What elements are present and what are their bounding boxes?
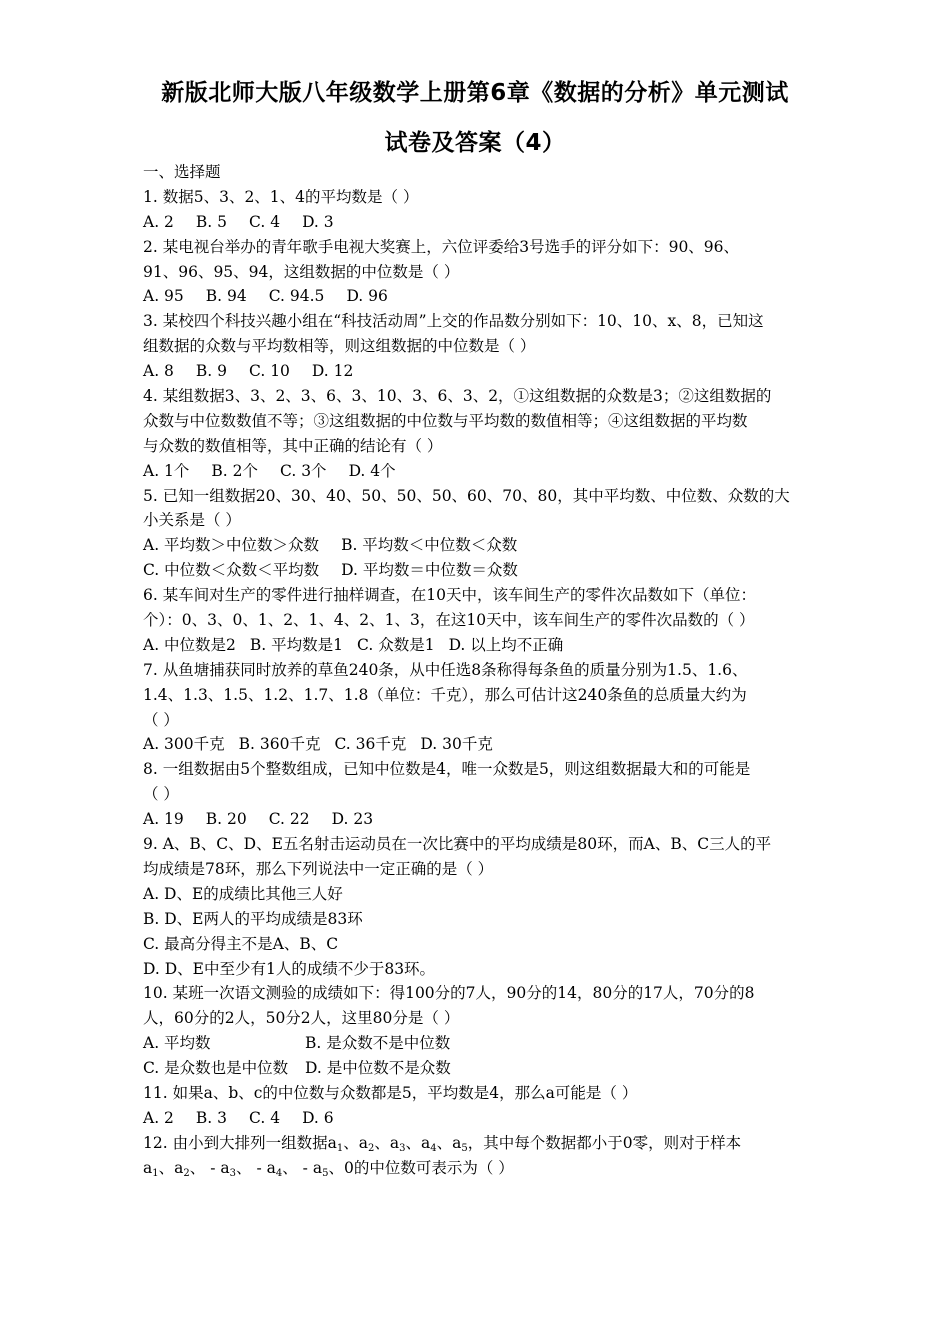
question-text: 12. 由小到大排列一组数据$a_1$、$a_2$、$a_3$、$a_4$、$a_5$，其中每个数据都小于0零，则对于样本 xyxy=(143,1133,742,1154)
options-row xyxy=(143,533,811,558)
options-row xyxy=(143,284,811,309)
option-c: C. 中位数＜众数＜平均数 xyxy=(143,561,320,580)
option-b: B. 3 xyxy=(195,1108,228,1127)
option-d: D. 3 xyxy=(302,212,334,231)
question-7 xyxy=(143,658,811,758)
question-text: （ ） xyxy=(143,785,179,804)
option-a: A. 2 xyxy=(143,1108,174,1127)
question-text: 5. 已知一组数据20、30、40、50、50、50、60、70、80，其中平均数、中位数、众数的大 xyxy=(143,486,790,505)
option-a: A. 平均数 xyxy=(143,1034,211,1053)
question-text: 小关系是（ ） xyxy=(143,511,241,530)
document-title-line-2: 试卷及答案（4） xyxy=(384,130,566,156)
question-text: 9. A、B、C、D、E五名射击运动员在一次比赛中的平均成绩是80环，而A、B、C三人的平 xyxy=(143,835,772,854)
option-a: A. 中位数是2 xyxy=(143,635,236,654)
question-text: 11. 如果a、b、c的中位数与众数都是5，平均数是4，那么a可能是（ ） xyxy=(143,1083,638,1102)
question-text: 1. 数据5、3、2、1、4的平均数是（ ） xyxy=(143,187,419,206)
question-11 xyxy=(143,1081,811,1131)
question-text: 均成绩是78环，那么下列说法中一定正确的是（ ） xyxy=(143,859,494,878)
option-b: B. 是众数不是中位数 xyxy=(305,1034,451,1053)
option-a: A. 300千克 xyxy=(143,735,225,754)
option-d: D. 4个 xyxy=(348,461,396,480)
option-c: C. 4 xyxy=(249,1108,281,1127)
section-heading: 一、选择题 xyxy=(143,163,221,181)
option-d: D. 是中位数不是众数 xyxy=(305,1059,451,1078)
option-d: D. D、E中至少有1人的成绩不少于83环。 xyxy=(143,959,436,978)
option-d: D. 96 xyxy=(346,287,388,306)
question-2 xyxy=(143,235,811,310)
option-a: A. D、E的成绩比其他三人好 xyxy=(143,884,343,903)
option-d: D. 12 xyxy=(311,362,354,381)
option-d: D. 23 xyxy=(331,810,374,829)
option-a: A. 19 xyxy=(143,810,184,829)
question-4 xyxy=(143,384,811,484)
option-a: A. 平均数＞中位数＞众数 xyxy=(143,536,320,555)
option-b: B. 平均数是1 xyxy=(249,635,344,654)
option-c: C. 4 xyxy=(249,212,281,231)
question-8 xyxy=(143,757,811,832)
option-b: B. 2个 xyxy=(211,461,259,480)
option-b: B. 94 xyxy=(205,287,247,306)
question-12 xyxy=(143,1131,811,1181)
question-text: 组数据的众数与平均数相等，则这组数据的中位数是（ ） xyxy=(143,337,536,356)
question-3 xyxy=(143,309,811,384)
options-row xyxy=(143,558,811,583)
options-row xyxy=(143,1106,811,1131)
option-c: C. 是众数也是中位数 xyxy=(143,1059,289,1078)
option-c: C. 众数是1 xyxy=(357,635,435,654)
option-b: B. 20 xyxy=(205,810,247,829)
option-d: D. 30千克 xyxy=(420,735,493,754)
options-row xyxy=(143,1031,811,1056)
option-b: B. 360千克 xyxy=(238,735,321,754)
options-row xyxy=(143,359,811,384)
option-c: C. 22 xyxy=(268,810,310,829)
question-text: 众数与中位数数值不等；③这组数据的中位数与平均数的数值相等；④这组数据的平均数 xyxy=(143,411,748,430)
question-text: 91、96、95、94，这组数据的中位数是（ ） xyxy=(143,262,460,281)
option-c: C. 10 xyxy=(249,362,290,381)
question-text: （ ） xyxy=(143,710,179,729)
option-d: D. 以上均不正确 xyxy=(448,635,564,654)
options-row xyxy=(143,210,811,235)
question-text: 4. 某组数据3、3、2、3、6、3、10、3、6、3、2，①这组数据的众数是3；②这组数据的 xyxy=(143,387,772,406)
option-c: C. 最高分得主不是A、B、C xyxy=(143,934,339,953)
option-c: C. 3个 xyxy=(280,461,327,480)
options-row xyxy=(143,459,811,484)
option-a: A. 8 xyxy=(143,362,174,381)
question-text: 与众数的数值相等，其中正确的结论有（ ） xyxy=(143,436,443,455)
options-row xyxy=(143,1056,811,1081)
option-c: C. 94.5 xyxy=(268,287,325,306)
exam-content xyxy=(143,160,811,1181)
question-10 xyxy=(143,981,811,1081)
question-text: 2. 某电视台举办的青年歌手电视大奖赛上，六位评委给3号选手的评分如下：90、96、 xyxy=(143,237,740,256)
document-title-line-1: 新版北师大版八年级数学上册第6章《数据的分析》单元测试 xyxy=(161,80,789,106)
question-9 xyxy=(143,832,811,981)
question-5 xyxy=(143,484,811,584)
question-text: 人，60分的2人，50分2人，这里80分是（ ） xyxy=(143,1009,460,1028)
question-text: 3. 某校四个科技兴趣小组在“科技活动周”上交的作品数分别如下：10、10、x、8，已知这 xyxy=(143,312,764,331)
question-text: 个）：0、3、0、1、2、1、4、2、1、3，在这10天中，该车间生产的零件次品数的（ ） xyxy=(143,611,755,630)
question-text: 7. 从鱼塘捕获同时放养的草鱼240条，从中任选8条称得每条鱼的质量分别为1.5、1.6、 xyxy=(143,660,748,679)
question-1 xyxy=(143,185,811,235)
option-b: B. D、E两人的平均成绩是83环 xyxy=(143,909,363,928)
question-text: 10. 某班一次语文测验的成绩如下：得100分的7人，90分的14，80分的17人，70分的8 xyxy=(143,984,755,1003)
option-a: A. 95 xyxy=(143,287,184,306)
question-text: 6. 某车间对生产的零件进行抽样调查，在10天中，该车间生产的零件次品数如下（单位： xyxy=(143,586,756,605)
options-row xyxy=(143,732,811,757)
option-d: D. 平均数＝中位数＝众数 xyxy=(341,561,518,580)
option-a: A. 1个 xyxy=(143,461,190,480)
question-6 xyxy=(143,583,811,658)
option-d: D. 6 xyxy=(302,1108,334,1127)
option-b: B. 平均数＜中位数＜众数 xyxy=(341,536,518,555)
option-a: A. 2 xyxy=(143,212,174,231)
question-text: 8. 一组数据由5个整数组成，已知中位数是4，唯一众数是5，则这组数据最大和的可能是 xyxy=(143,760,751,779)
options-row xyxy=(143,633,811,658)
options-row xyxy=(143,807,811,832)
question-text: $a_1$、$a_2$、 - $a_3$、 - $a_4$、 - $a_5$、0的中位数可表示为（ ） xyxy=(143,1158,514,1179)
question-text: 1.4、1.3、1.5、1.2、1.7、1.8（单位：千克），那么可估计这240条鱼的总质量大约为 xyxy=(143,685,747,704)
option-b: B. 5 xyxy=(195,212,228,231)
option-c: C. 36千克 xyxy=(334,735,407,754)
option-b: B. 9 xyxy=(195,362,228,381)
